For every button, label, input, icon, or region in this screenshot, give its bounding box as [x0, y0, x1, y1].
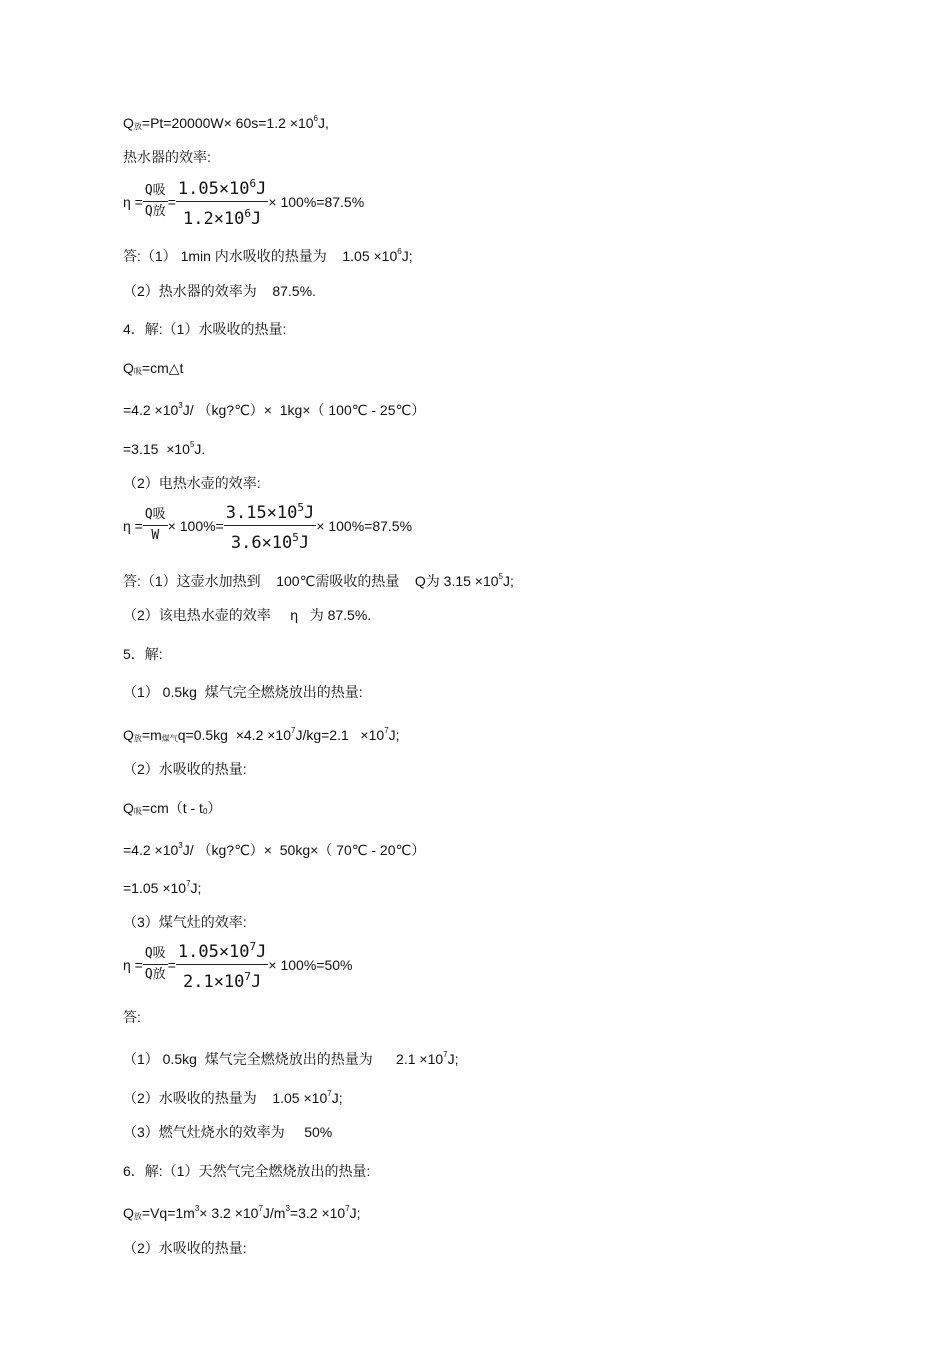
- text: J,: [317, 115, 329, 131]
- text: × 100%=87.5%: [316, 517, 413, 534]
- eta-symbol: η =: [123, 956, 143, 973]
- fraction: [176, 172, 269, 231]
- text: =: [167, 193, 176, 210]
- text: J;: [331, 1090, 343, 1106]
- numerator: Q吸: [143, 944, 168, 965]
- text: ）: [207, 800, 222, 816]
- text: q=0.5kg ×4.2 ×10: [177, 727, 291, 743]
- subscript: 0: [202, 807, 208, 816]
- text: J.: [194, 441, 206, 457]
- text-line: [123, 799, 221, 821]
- text: =3.2 ×10: [289, 1205, 346, 1221]
- text-line: [123, 837, 425, 859]
- text: J;: [401, 248, 413, 264]
- text: 1.2×10: [182, 209, 245, 229]
- text: 答:（1） 1min 内水吸收的热量为 1.05 ×10: [123, 248, 398, 264]
- superscript: 5: [189, 440, 195, 449]
- denominator: [176, 965, 269, 994]
- denominator: Q放: [144, 967, 166, 982]
- superscript: 5: [297, 501, 305, 514]
- superscript: 7: [327, 1089, 332, 1098]
- text: 答:（1）这壶水加热到 100℃需吸收的热量 Q为 3.15 ×10: [123, 573, 499, 589]
- text-line: 热水器的效率:: [123, 149, 211, 165]
- text-line: （3）燃气灶烧水的效率为 50%: [123, 1124, 333, 1140]
- text-line: 4．解:（1）水吸收的热量:: [123, 321, 287, 337]
- text: J;: [190, 880, 202, 896]
- text-line: （2）水吸收的热量:: [123, 761, 247, 777]
- denominator: [176, 202, 269, 231]
- text: =3.15 ×10: [123, 441, 190, 457]
- formula: [123, 496, 412, 555]
- superscript: 6: [397, 247, 402, 256]
- superscript: 7: [384, 726, 389, 735]
- text: J: [256, 179, 267, 199]
- text: J/m: [262, 1205, 286, 1221]
- text-line: [123, 568, 514, 590]
- text-line: [123, 110, 329, 136]
- text-line: [123, 243, 413, 265]
- text: （1） 0.5kg 煤气完全燃烧放出的热量为 2.1 ×10: [123, 1051, 444, 1067]
- text: J;: [447, 1051, 459, 1067]
- text: J: [256, 942, 267, 962]
- superscript: 7: [291, 726, 296, 735]
- formula: [123, 935, 352, 994]
- text-line: [123, 436, 205, 458]
- text: =cm（t - t: [141, 800, 203, 816]
- fraction: [143, 505, 168, 546]
- superscript: 3: [178, 841, 183, 850]
- superscript: 6: [249, 177, 257, 190]
- fraction: [176, 935, 269, 994]
- text: J/ （kg?℃）× 1kg×（ 100℃ - 25℃）: [182, 402, 426, 418]
- superscript: 7: [249, 940, 257, 953]
- subscript: 放: [133, 1212, 142, 1221]
- text: Q: [123, 1205, 134, 1221]
- text: 2.1×10: [182, 972, 245, 992]
- text-line: （2）该电热水壶的效率 η 为 87.5%.: [123, 607, 372, 623]
- text: （2）水吸收的热量为 1.05 ×10: [123, 1090, 328, 1106]
- subscript: 放: [133, 122, 142, 131]
- text-line: [123, 1200, 361, 1226]
- superscript: 3: [178, 401, 183, 410]
- subscript: 吸: [133, 367, 142, 376]
- text: J;: [349, 1205, 361, 1221]
- text-line: （2）电热水壶的效率:: [123, 475, 261, 491]
- text: Q: [123, 727, 134, 743]
- text-line: 6．解:（1）天然气完全燃烧放出的热量:: [123, 1163, 371, 1179]
- text: J: [251, 209, 262, 229]
- numerator: Q吸: [143, 181, 168, 202]
- text: J/kg=2.1 ×10: [295, 727, 385, 743]
- text: =Pt=20000W× 60s=1.2 ×10: [141, 115, 314, 131]
- superscript: 5: [292, 531, 299, 544]
- text: =4.2 ×10: [123, 842, 179, 858]
- superscript: 7: [443, 1050, 448, 1059]
- text-line: [123, 1085, 343, 1107]
- text-line: [123, 722, 400, 748]
- text: 1.05×10: [177, 179, 250, 199]
- text: Q: [123, 360, 134, 376]
- superscript: 3: [194, 1204, 200, 1213]
- subscript: 放: [133, 734, 142, 743]
- numerator: Q吸: [143, 505, 168, 526]
- text: × 100%=: [167, 517, 224, 534]
- denominator: Q放: [144, 204, 166, 219]
- text-line: [123, 359, 183, 381]
- superscript: 3: [285, 1204, 290, 1213]
- text: J: [298, 533, 310, 553]
- text: × 100%=50%: [268, 956, 353, 973]
- text: =Vq=1m: [141, 1205, 195, 1221]
- superscript: 7: [345, 1204, 350, 1213]
- formula: [123, 172, 364, 231]
- numerator: [176, 935, 269, 965]
- superscript: 6: [313, 114, 318, 123]
- text: J: [304, 503, 315, 523]
- text: J;: [388, 727, 400, 743]
- text-line: [123, 397, 425, 419]
- numerator: [224, 496, 317, 526]
- subscript: 煤气: [161, 734, 178, 743]
- text-line: （3）煤气灶的效率:: [123, 914, 247, 930]
- eta-symbol: η =: [123, 193, 143, 210]
- text: 3.15×10: [225, 503, 298, 523]
- text: =1.05 ×10: [123, 880, 187, 896]
- text-line: 答:: [123, 1009, 141, 1025]
- text: =m: [141, 727, 162, 743]
- text: Q: [123, 800, 134, 816]
- text: 1.05×10: [177, 942, 250, 962]
- eta-symbol: η =: [123, 517, 143, 534]
- superscript: 7: [186, 879, 191, 888]
- text: =: [167, 956, 176, 973]
- text-line: [123, 1046, 458, 1068]
- numerator: [176, 172, 269, 202]
- superscript: 7: [244, 970, 252, 983]
- superscript: 6: [244, 207, 252, 220]
- superscript: 5: [498, 572, 503, 581]
- text-line: [123, 875, 201, 897]
- text: =4.2 ×10: [123, 402, 179, 418]
- superscript: 7: [258, 1204, 263, 1213]
- denominator: [224, 526, 317, 555]
- denominator: W: [151, 528, 160, 543]
- fraction: [224, 496, 317, 555]
- text: J/ （kg?℃）× 50kg×（ 70℃ - 20℃）: [182, 842, 426, 858]
- text: J: [251, 972, 262, 992]
- fraction: [143, 944, 168, 985]
- subscript: 吸: [133, 807, 142, 816]
- text-line: （2）水吸收的热量:: [123, 1240, 247, 1256]
- text: 3.6×10: [230, 533, 293, 553]
- text-line: （2）热水器的效率为 87.5%.: [123, 283, 316, 299]
- text-line: （1） 0.5kg 煤气完全燃烧放出的热量:: [123, 684, 363, 700]
- text: =cm△t: [141, 360, 184, 376]
- text-line: 5．解:: [123, 646, 163, 662]
- text: × 100%=87.5%: [268, 193, 365, 210]
- text: J;: [503, 573, 514, 589]
- fraction: [143, 181, 168, 222]
- text: × 3.2 ×10: [199, 1205, 259, 1221]
- text: Q: [123, 115, 134, 131]
